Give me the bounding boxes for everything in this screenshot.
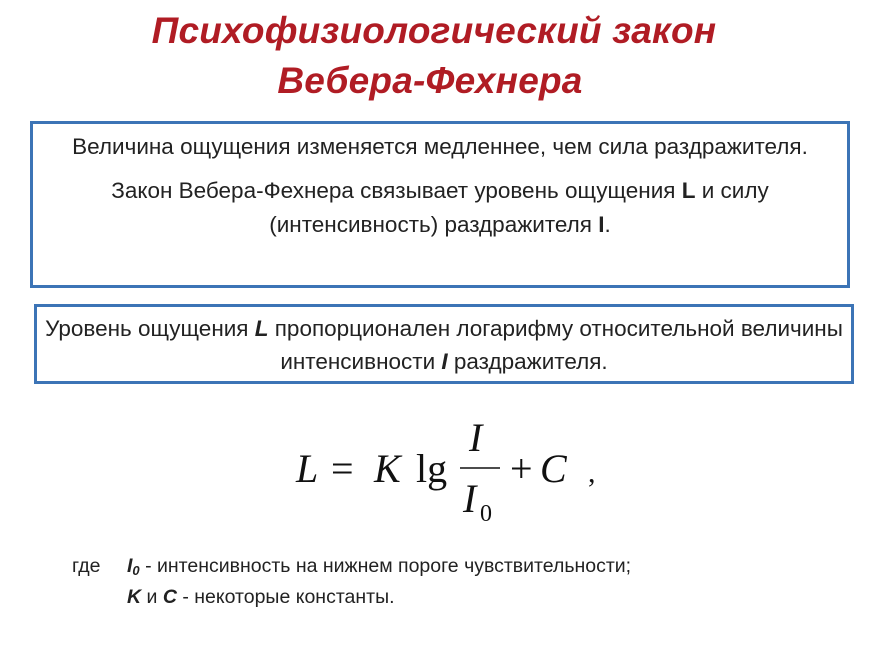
symbol-I: I bbox=[598, 212, 605, 237]
law-relation-text bbox=[33, 174, 847, 242]
footnote-I0-letter: I bbox=[127, 555, 133, 577]
footnote-K-symbol: K bbox=[127, 586, 142, 608]
formula-K: K bbox=[374, 446, 401, 491]
symbol-L-italic: L bbox=[254, 316, 269, 341]
formula-comma: , bbox=[588, 456, 596, 489]
footnote-and: и bbox=[141, 586, 163, 608]
formula-C: C bbox=[540, 446, 567, 491]
law-relation-text-part1: Закон Вебера-Фехнера связывает уровень ощущения bbox=[111, 178, 682, 203]
formula-denominator-sub: 0 bbox=[480, 501, 492, 527]
law-statement-part2: пропорционален логарифму относительной величины интенсивности bbox=[268, 316, 843, 374]
footnote-I0-desc: - интенсивность на нижнем пороге чувствительности; bbox=[139, 555, 632, 577]
title-line-2: Вебера-Фехнера bbox=[277, 60, 583, 101]
formula-plus: + bbox=[510, 446, 533, 491]
law-relation-text-part2: и силу (интенсивность) раздражителя bbox=[269, 178, 769, 237]
formula-numerator: I bbox=[469, 415, 483, 460]
law-statement-text bbox=[37, 312, 851, 378]
formula-L: L bbox=[296, 446, 319, 491]
law-statement-part3: раздражителя. bbox=[447, 349, 608, 374]
footnote-I0-symbol bbox=[127, 555, 140, 577]
footnote-I0-sub: 0 bbox=[132, 563, 140, 578]
title-line-1: Психофизиологический закон bbox=[151, 10, 717, 51]
formula-denominator: I bbox=[463, 476, 477, 521]
law-statement-part1: Уровень ощущения bbox=[45, 316, 255, 341]
definition-box bbox=[30, 121, 850, 288]
footnote-row-KC bbox=[127, 582, 395, 612]
definition-text: Величина ощущения изменяется медленнее, чем сила раздражителя. bbox=[72, 134, 808, 159]
page-title bbox=[0, 6, 870, 106]
symbol-I-italic: I bbox=[441, 349, 448, 374]
footnote-C-symbol: C bbox=[162, 586, 177, 608]
law-statement-box bbox=[34, 304, 854, 384]
law-relation-text-part3: . bbox=[604, 212, 611, 237]
footnote-KC-desc: - некоторые константы. bbox=[176, 586, 395, 608]
formula-equals: = bbox=[331, 446, 354, 491]
symbol-L: L bbox=[681, 178, 696, 203]
footnote-row-I0 bbox=[127, 551, 631, 586]
weber-fechner-formula bbox=[0, 404, 870, 528]
footnote-where: где bbox=[72, 555, 101, 577]
formula-lg: lg bbox=[416, 446, 448, 491]
